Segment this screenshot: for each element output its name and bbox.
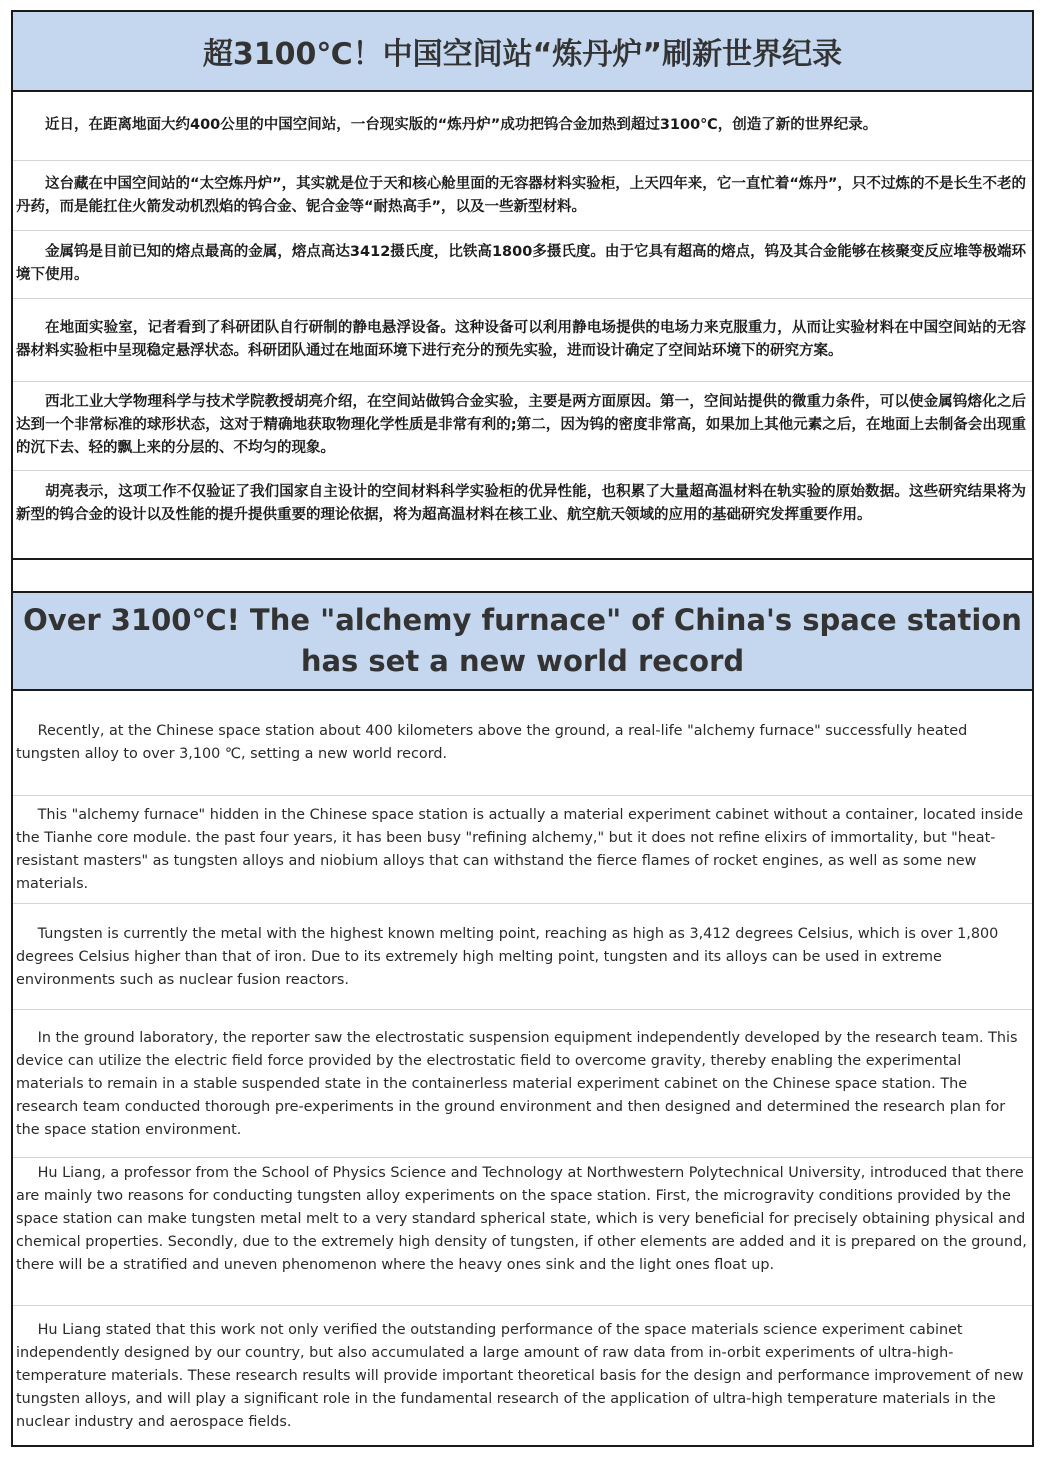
english-paragraph-1: Recently, at the Chinese space station about 400 kilometers above the ground, a real-life "alchemy furnace" successfully heated tungsten alloy to over 3,100 ℃, setting a new world record. xyxy=(16,723,968,762)
paragraph-divider xyxy=(13,298,1032,299)
chinese-paragraph-4: 在地面实验室，记者看到了科研团队自行研制的静电悬浮设备。这种设备可以利用静电场提供的电场力来克服重力，从而让实验材料在中国空间站的无容器材料实验柜中呈现稳定悬浮状态。科研团队通过在地面环境下进行充分的预先实验，进而设计确定了空间站环境下的研究方案。 xyxy=(16,320,1026,359)
paragraph-divider xyxy=(13,381,1032,382)
paragraph-divider xyxy=(13,903,1032,904)
chinese-paragraph-6: 胡亮表示，这项工作不仅验证了我们国家自主设计的空间材料科学实验柜的优异性能，也积累了大量超高温材料在轨实验的原始数据。这些研究结果将为新型的钨合金的设计以及性能的提升提供重要的理论依据，将为超高温材料在核工业、航空航天领域的应用的基础研究发挥重要作用。 xyxy=(16,484,1026,523)
chinese-paragraph-5: 西北工业大学物理科学与技术学院教授胡亮介绍，在空间站做钨合金实验，主要是两方面原因。第一，空间站提供的微重力条件，可以使金属钨熔化之后达到一个非常标准的球形状态，这对于精确地获取物理化学性质是非常有利的;第二，因为钨的密度非常高，如果加上其他元素之后，在地面上去制备会出现重的沉下去、轻的飘上来的分层的、不均匀的现象。 xyxy=(16,394,1026,456)
section-spacer xyxy=(13,560,1032,593)
chinese-title: 超3100℃！中国空间站“炼丹炉”刷新世界纪录 xyxy=(13,12,1032,92)
english-paragraph-2: This "alchemy furnace" hidden in the Chinese space station is actually a material experiment cabinet without a container, located inside the Tianhe core module. the past four years, it has been busy "refining alchemy," but it does not refine elixirs of immortality, but "heat-resistant masters" as tungsten alloys and niobium alloys that can withstand the fierce flames of rocket engines, as well as some new materials. xyxy=(16,807,1024,892)
english-paragraph-3: Tungsten is currently the metal with the highest known melting point, reaching as high as 3,412 degrees Celsius, which is over 1,800 degrees Celsius higher than that of iron. Due to its extremely high melting point, tungsten and its alloys can be used in extreme environments such as nuclear fusion reactors. xyxy=(16,926,999,988)
english-paragraph-6: Hu Liang stated that this work not only verified the outstanding performance of the space materials science experiment cabinet independently designed by our country, but also accumulated a large amount of raw data from in-orbit experiments of ultra-high-temperature materials. These research results will provide important theoretical basis for the design and performance improvement of new tungsten alloys, and will play a significant role in the fundamental research of the application of ultra-high temperature materials in the nuclear industry and aerospace fields. xyxy=(16,1322,1024,1430)
paragraph-divider xyxy=(13,1157,1032,1158)
article-sheet xyxy=(11,10,1034,1447)
chinese-paragraph-3: 金属钨是目前已知的熔点最高的金属，熔点高达3412摄氏度，比铁高1800多摄氏度。由于它具有超高的熔点，钨及其合金能够在核聚变反应堆等极端环境下使用。 xyxy=(16,244,1026,283)
paragraph-divider xyxy=(13,1009,1032,1010)
paragraph-divider xyxy=(13,470,1032,471)
english-title: Over 3100℃! The "alchemy furnace" of China's space station has set a new world record xyxy=(13,593,1032,691)
english-paragraph-5: Hu Liang, a professor from the School of Physics Science and Technology at Northwestern Polytechnical University, introduced that there are mainly two reasons for conducting tungsten alloy experiments on the space station. First, the microgravity conditions provided by the space station can make tungsten metal melt to a very standard spherical state, which is very beneficial for precisely obtaining physical and chemical properties. Secondly, due to the extremely high density of tungsten, if other elements are added and it is prepared on the ground, there will be a stratified and uneven phenomenon where the heavy ones sink and the light ones float up. xyxy=(16,1165,1027,1273)
paragraph-divider xyxy=(13,1305,1032,1306)
chinese-article-body xyxy=(13,92,1032,560)
chinese-paragraph-1: 近日，在距离地面大约400公里的中国空间站，一台现实版的“炼丹炉”成功把钨合金加热到超过3100℃，创造了新的世界纪录。 xyxy=(45,117,878,133)
paragraph-divider xyxy=(13,230,1032,231)
paragraph-divider xyxy=(13,795,1032,796)
chinese-paragraph-2: 这台藏在中国空间站的“太空炼丹炉”，其实就是位于天和核心舱里面的无容器材料实验柜，上天四年来，它一直忙着“炼丹”，只不过炼的不是长生不老的丹药，而是能扛住火箭发动机烈焰的钨合金、铌合金等“耐热高手”，以及一些新型材料。 xyxy=(16,176,1026,215)
paragraph-divider xyxy=(13,160,1032,161)
english-paragraph-4: In the ground laboratory, the reporter saw the electrostatic suspension equipment independently developed by the research team. This device can utilize the electric field force provided by the electrostatic field to overcome gravity, thereby enabling the experimental materials to remain in a stable suspended state in the containerless material experiment cabinet on the Chinese space station. The research team conducted thorough pre-experiments in the ground environment and then designed and determined the research plan for the space station environment. xyxy=(16,1030,1018,1138)
